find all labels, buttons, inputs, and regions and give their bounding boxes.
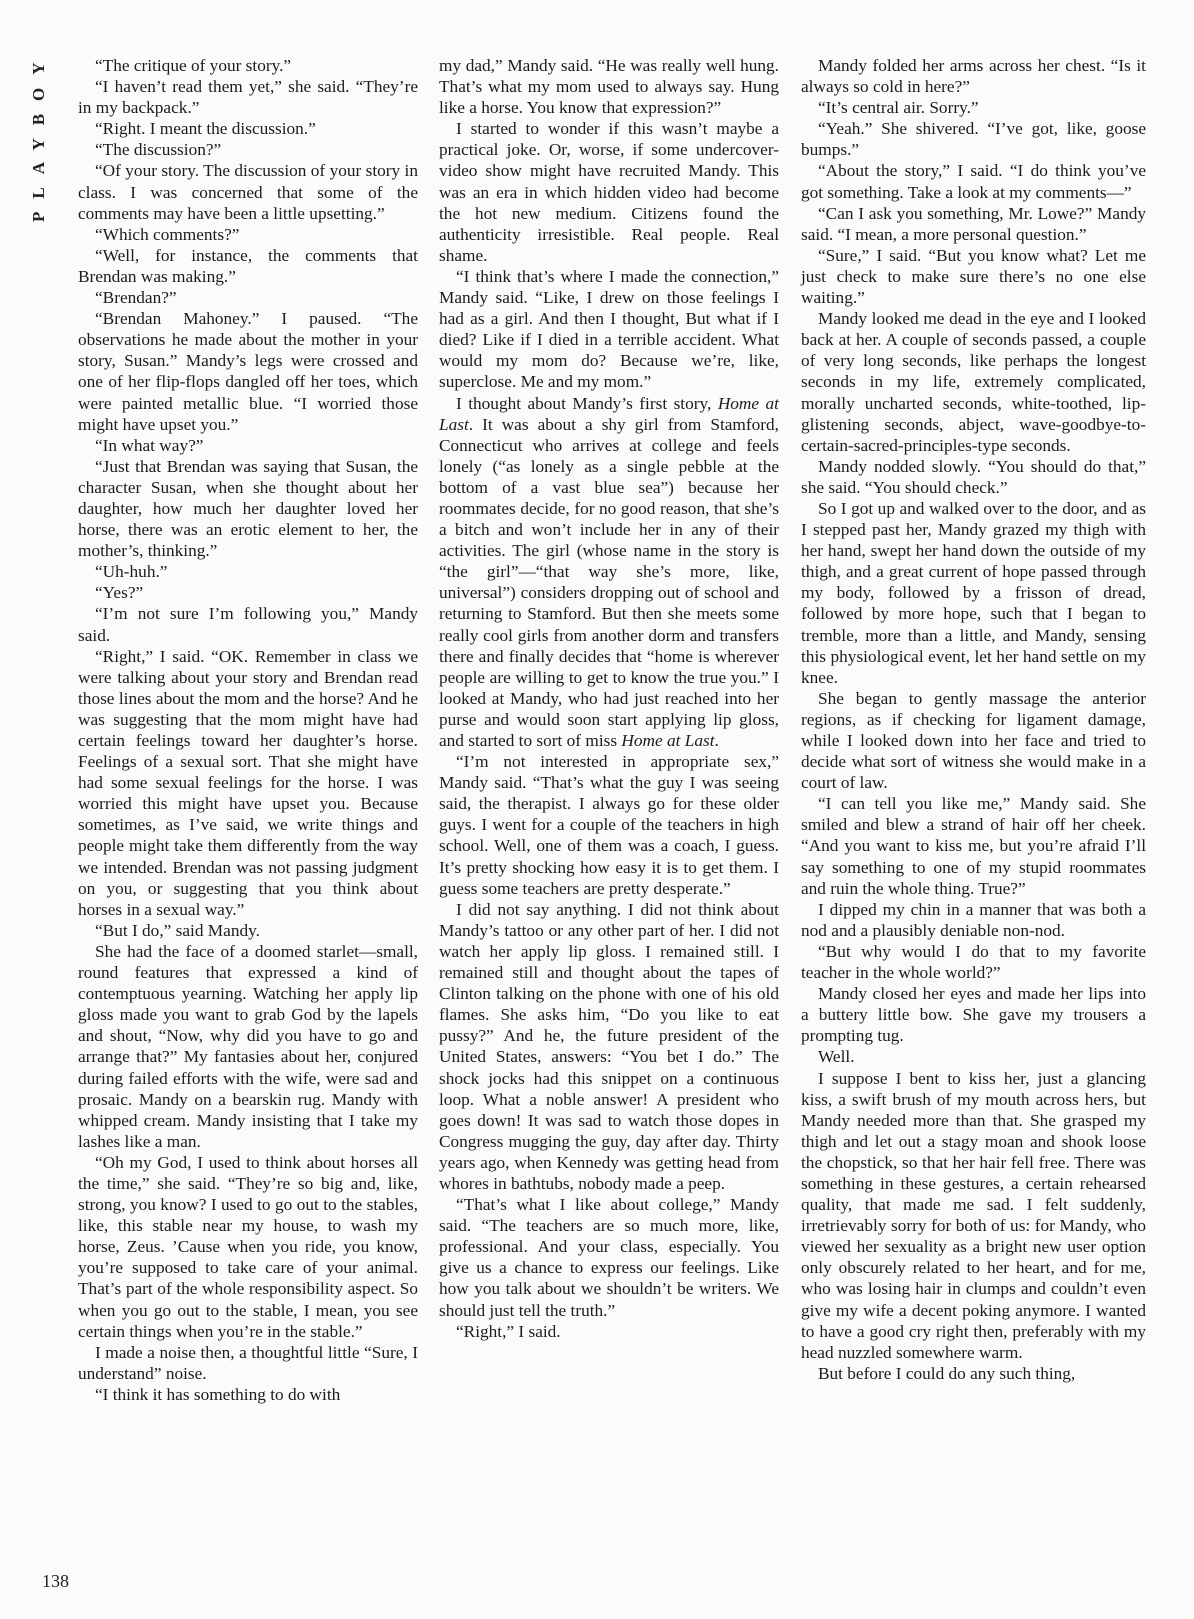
paragraph: my dad,” Mandy said. “He was really well hung. That’s what my mom used to always say. Hung like a horse. You know that expression?” [439,56,779,118]
paragraph: “I think that’s where I made the connection,” Mandy said. “Like, I drew on those feelings I had as a girl. And then I thought, But what if I died? Like if I died in a terrible accident. What would my mom do? Because we’re, like, superclose. Me and my mom.” [439,266,779,392]
paragraph: “Right,” I said. “OK. Remember in class we were talking about your story and Brendan read those lines about the mom and the horse? And he was suggesting that the mom might have had certain feelings toward her daughter’s horse. Feelings of a sexual sort. That she might have had some sexual feelings for the horse. I was worried this might have upset you. Because sometimes, as I’ve said, we write things and people might take them differently from the way we intended. Brendan was not passing judgment on you, or suggesting that you think about horses in a sexual way.” [78,646,418,919]
paragraph: “I haven’t read them yet,” she said. “They’re in my backpack.” [78,77,418,118]
paragraph: “Right. I meant the discussion.” [95,119,316,139]
paragraph: “I can tell you like me,” Mandy said. She smiled and blew a strand of hair off her cheek. “And you want to kiss me, but you’re afraid I’ll say something to one of my stupid roommates and ruin the whole thing. True?” [801,794,1146,898]
paragraph: I suppose I bent to kiss her, just a glancing kiss, a swift brush of my mouth across hers, but Mandy needed more than that. She grasped my thigh and let out a stagy moan and shook loose the chopstick, so that her hair fell free. There was something in these gestures, a certain rehearsed quality, that made me sad. I felt suddenly, irretrievably sorry for both of us: for Mandy, who viewed her sexuality as a bright new user option only obscurely related to her heart, and for me, who was losing hair in clumps and couldn’t even give my wife a decent poking anymore. I wanted to have a good cry right then, preferably with my head nuzzled somewhere warm. [801,1068,1146,1362]
paragraph: “I’m not sure I’m following you,” Mandy said. [78,604,418,645]
paragraph: Mandy closed her eyes and made her lips into a buttery little bow. She gave my trousers a prompting tug. [801,984,1146,1046]
paragraph: “Oh my God, I used to think about horses all the time,” she said. “They’re so big and, like, strong, you know? I used to go out to the stables, like, this stable near my house, to wash my horse, Zeus. ’Cause when you ride, you know, you’re supposed to take care of your animal. That’s part of the whole responsibility aspect. So when you go out to the stable, I mean, you see certain things when you’re in the stable.” [78,1152,418,1341]
paragraph: “Uh-huh.” [95,562,168,582]
paragraph: “In what way?” [95,435,204,455]
paragraph: “The critique of your story.” [95,56,292,75]
paragraph: “I’m not interested in appropriate sex,” Mandy said. “That’s what the guy I was seeing said, the therapist. I always go for these older guys. I went for a couple of the teachers in high school. Well, one of them was a coach, I guess. It’s pretty shocking how easy it is to get them. I guess some teachers are pretty desperate.” [439,752,779,898]
paragraph: “But I do,” said Mandy. [95,920,260,940]
paragraph: “Brendan?” [95,288,177,308]
paragraph: She had the face of a doomed starlet—small, round features that expressed a kind of contemptuous yearning. Watching her apply lip gloss made you want to grab God by the lapels and shout, “Now, why did you have to go and arrange that?” My fantasies about her, conjured during failed efforts with the wife, were sad and prosaic. Mandy on a bearskin rug. Mandy with whipped cream. Mandy insisting that I take my lashes like a man. [78,941,418,1151]
paragraph: She began to gently massage the anterior regions, as if checking for ligament damage, while I looked down into her face and tried to decide what sort of witness she would make in a court of law. [801,688,1146,793]
paragraph: “Which comments?” [95,224,240,244]
paragraph: “I think it has something to do with [95,1384,341,1404]
paragraph: I made a noise then, a thoughtful little “Sure, I understand” noise. [78,1342,418,1383]
story-title: Home at Last [439,393,779,434]
text-column-1 [78,55,418,1405]
paragraph: I did not say anything. I did not think about Mandy’s tattoo or any other part of her. I did not watch her apply lip gloss. I remained still. I remained still and thought about the tapes of Clinton talking on the phone with one of his old flames. She asks him, “Do you like to eat pussy?” And he, the future president of the United States, answers: “You bet I do.” The shock jocks had this snippet on a continuous loop. What a noble answer! A president who goes down! It was sad to watch those dopes in Congress mugging the guy, day after day. Thirty years ago, when Kennedy was getting head from whores in bathtubs, nobody made a peep. [439,899,779,1193]
page-number: 138 [42,1571,69,1591]
paragraph: “Just that Brendan was saying that Susan, the character Susan, when she thought about her daughter, how much her daughter loved her horse, there was an erotic element to her, the mother’s, thinking.” [78,456,418,561]
paragraph: Mandy nodded slowly. “You should do that,” she said. “You should check.” [801,456,1146,497]
paragraph: “Sure,” I said. “But you know what? Let me just check to make sure there’s no one else waiting.” [801,245,1146,308]
paragraph: “Right,” I said. [456,1321,561,1341]
paragraph: “About the story,” I said. “I do think you’ve got something. Take a look at my comments—” [801,161,1146,202]
text-column-2 [439,55,779,1342]
paragraph: “Of your story. The discussion of your story in class. I was concerned that some of the comments may have been a little upsetting.” [78,161,418,223]
paragraph: “It’s central air. Sorry.” [818,98,979,118]
paragraph: “Can I ask you something, Mr. Lowe?” Mandy said. “I mean, a more personal question.” [801,203,1146,244]
paragraph: I dipped my chin in a manner that was both a nod and a plausibly deniable non-nod. [801,899,1146,940]
paragraph: So I got up and walked over to the door, and as I stepped past her, Mandy grazed my thigh with her hand, swept her hand down the outside of my thigh, and a great current of hope passed through my body, followed by a frisson of dread, followed by more hope, such that I began to tremble, more than a little, and Mandy, sensing this physiological event, let her hand settle on my knee. [801,498,1146,687]
paragraph: I thought about Mandy’s first story, Home at Last. It was about a shy girl from Stamford, Connecticut who arrives at college and feels lonely (“as lonely as a single pebble at the bottom of a vast blue sea”) because her roommates decide, for no good reason, that she’s a bitch and won’t include her in any of their activities. The girl (whose name in the story is “the girl”—“that way she’s more, like, universal”) considers dropping out of school and returning to Stamford. But then she meets some really cool girls from another dorm and transfers there and finally decides that “home is wherever people are willing to get to know the true you.” I looked at Mandy, who had just reached into her purse and would soon start applying lip gloss, and started to sort of miss Home at Last. [439,393,779,750]
paragraph: “Well, for instance, the comments that Brendan was making.” [78,245,418,286]
paragraph: “The discussion?” [95,140,222,160]
paragraph: “Yes?” [95,583,144,603]
paragraph: Well. [818,1047,855,1067]
magazine-name: PLAYBOY [29,49,48,222]
paragraph: “That’s what I like about college,” Mandy said. “The teachers are so much more, like, professional. And your class, especially. You give us a chance to express our feelings. Like how you talk about we shouldn’t be writers. We should just tell the truth.” [439,1195,779,1320]
paragraph: “Yeah.” She shivered. “I’ve got, like, goose bumps.” [801,119,1146,160]
paragraph: “But why would I do that to my favorite teacher in the whole world?” [801,941,1146,983]
text-column-3 [801,55,1146,1384]
paragraph: “Brendan Mahoney.” I paused. “The observations he made about the mother in your story, Susan.” Mandy’s legs were crossed and one of her flip-flops dangled off her toes, which were painted metallic blue. “I worried those might have upset you.” [78,309,418,434]
paragraph: But before I could do any such thing, [818,1363,1076,1383]
paragraph: Mandy looked me dead in the eye and I looked back at her. A couple of seconds passed, a couple of very long seconds, like perhaps the longest seconds in my life, extremely complicated, morally uncharted seconds, white-toothed, lip-glistening seconds, abject, wave-goodbye-to-certain-sacred-principles-type seconds. [801,309,1146,455]
paragraph: Mandy folded her arms across her chest. “Is it always so cold in here?” [801,56,1146,97]
paragraph: I started to wonder if this wasn’t maybe a practical joke. Or, worse, if some undercover-video show might have recruited Mandy. This was an era in which hidden video had become the hot new medium. Citizens found the authenticity irresistible. Real people. Real shame. [439,119,779,265]
story-title: Home at Last [621,731,715,750]
